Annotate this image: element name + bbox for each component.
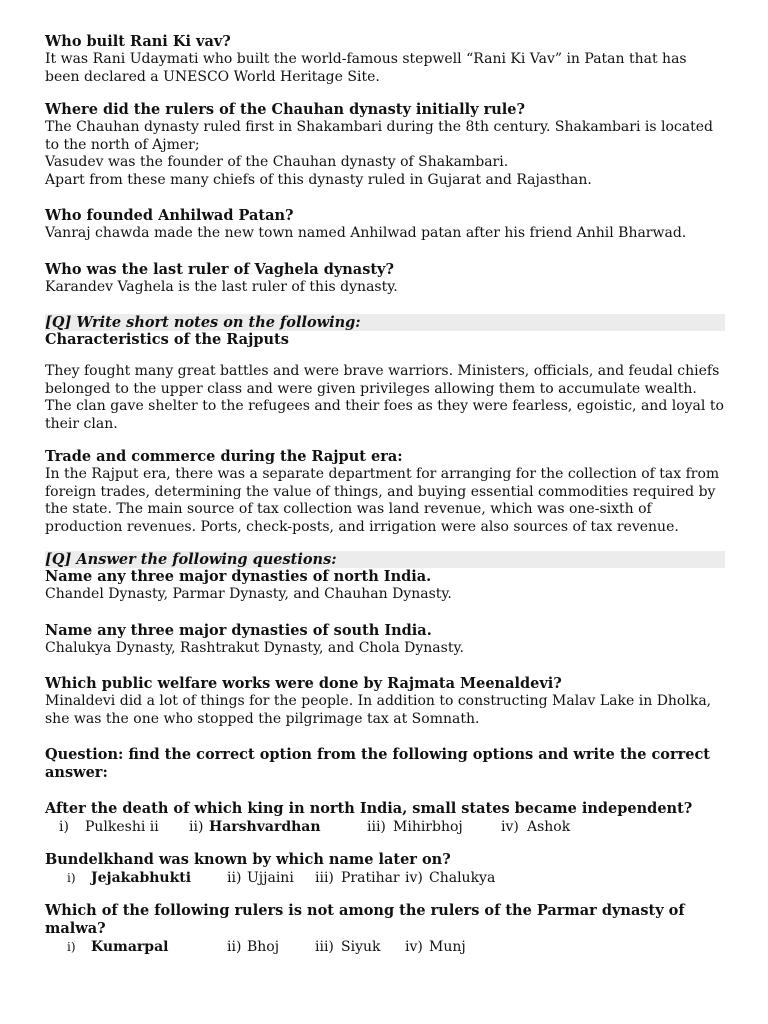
mcq-question: Which of the following rulers is not among the rulers of the Parmar dynasty of malwa?	[45, 902, 685, 937]
question-heading: Name any three major dynasties of north India.	[45, 568, 432, 585]
mcq-question: After the death of which king in north India, small states became independent?	[45, 800, 693, 817]
question-heading: Which public welfare works were done by Rajmata Meenaldevi?	[45, 675, 562, 692]
option-number: iii)	[315, 870, 334, 886]
answer-text: Chandel Dynasty, Parmar Dynasty, and Chauhan Dynasty.	[45, 586, 452, 602]
mcq-instructions: Question: find the correct option from the following options and write the correct answer:	[45, 746, 711, 781]
option-text: Pratihar	[341, 870, 400, 886]
answer-text: Apart from these many chiefs of this dynasty ruled in Gujarat and Rajasthan.	[45, 171, 592, 188]
mcq-question: Bundelkhand was known by which name later on?	[45, 851, 451, 868]
option-text: Ujjaini	[247, 870, 294, 886]
question-heading: Who was the last ruler of Vaghela dynasty?	[45, 260, 394, 278]
question-heading: Where did the rulers of the Chauhan dynasty initially rule?	[45, 101, 525, 118]
option-number: ii)	[227, 939, 242, 955]
option-text: Ashok	[527, 819, 571, 835]
question-heading: Trade and commerce during the Rajput era:	[45, 448, 403, 465]
option-number: iii)	[315, 939, 334, 955]
document-page	[45, 33, 725, 956]
question-heading: Who built Rani Ki vav?	[45, 33, 231, 50]
option-number: iv)	[405, 939, 423, 955]
section-heading-short-notes: [Q] Write short notes on the following:	[45, 314, 725, 331]
answer-text: In the Rajput era, there was a separate department for arranging for the collection of tax from foreign trades, determining the value of things, and buying essential commodities required by the state. The main source of tax collection was land revenue, which was one-sixth of production revenues. Ports, check-posts, and irrigation were also sources of tax revenue.	[45, 466, 720, 535]
option-text: Chalukya	[429, 870, 496, 886]
option-text-correct: Kumarpal	[91, 939, 169, 955]
answer-text: It was Rani Udaymati who built the world-famous stepwell “Rani Ki Vav” in Patan that has been declared a UNESCO World Heritage Site.	[45, 51, 687, 85]
option-text: Mihirbhoj	[393, 819, 463, 835]
answer-text: The Chauhan dynasty ruled first in Shakambari during the 8th century. Shakambari is located to the north of Ajmer;	[45, 119, 713, 153]
option-number: ii)	[227, 870, 242, 886]
option-text-correct: Jejakabhukti	[91, 870, 192, 886]
option-number: iv)	[501, 819, 519, 835]
option-number: i)	[67, 871, 76, 885]
question-heading: Who founded Anhilwad Patan?	[45, 207, 294, 224]
mcq-options	[45, 869, 725, 887]
answer-text: Minaldevi did a lot of things for the people. In addition to constructing Malav Lake in Dholka, she was the one who stopped the pilgrimage tax at Somnath.	[45, 693, 712, 727]
option-number: i)	[59, 819, 69, 835]
mcq-options	[45, 818, 725, 836]
section-heading-answer-questions: [Q] Answer the following questions:	[45, 551, 725, 568]
option-text: Pulkeshi ii	[85, 819, 159, 835]
answer-text: Vanraj chawda made the new town named Anhilwad patan after his friend Anhil Bharwad.	[45, 225, 687, 241]
option-text: Siyuk	[341, 939, 381, 955]
answer-text: Chalukya Dynasty, Rashtrakut Dynasty, and Chola Dynasty.	[45, 639, 464, 656]
answer-text: Karandev Vaghela is the last ruler of this dynasty.	[45, 278, 398, 295]
option-number: i)	[67, 940, 76, 954]
question-heading: Characteristics of the Rajputs	[45, 331, 289, 348]
mcq-options	[45, 938, 725, 956]
option-number: ii)	[189, 819, 204, 835]
option-text-correct: Harshvardhan	[209, 819, 321, 835]
option-number: iv)	[405, 870, 423, 886]
option-number: iii)	[367, 819, 386, 835]
answer-text: They fought many great battles and were brave warriors. Ministers, officials, and feudal chiefs belonged to the upper class and were given privileges allowing them to accumulate wealth. The clan gave shelter to the refugees and their foes as they were fearless, egoistic, and loyal to their clan.	[45, 363, 724, 432]
option-text: Bhoj	[247, 939, 280, 955]
question-heading: Name any three major dynasties of south India.	[45, 621, 432, 639]
answer-text: Vasudev was the founder of the Chauhan dynasty of Shakambari.	[45, 154, 509, 170]
option-text: Munj	[429, 939, 466, 955]
